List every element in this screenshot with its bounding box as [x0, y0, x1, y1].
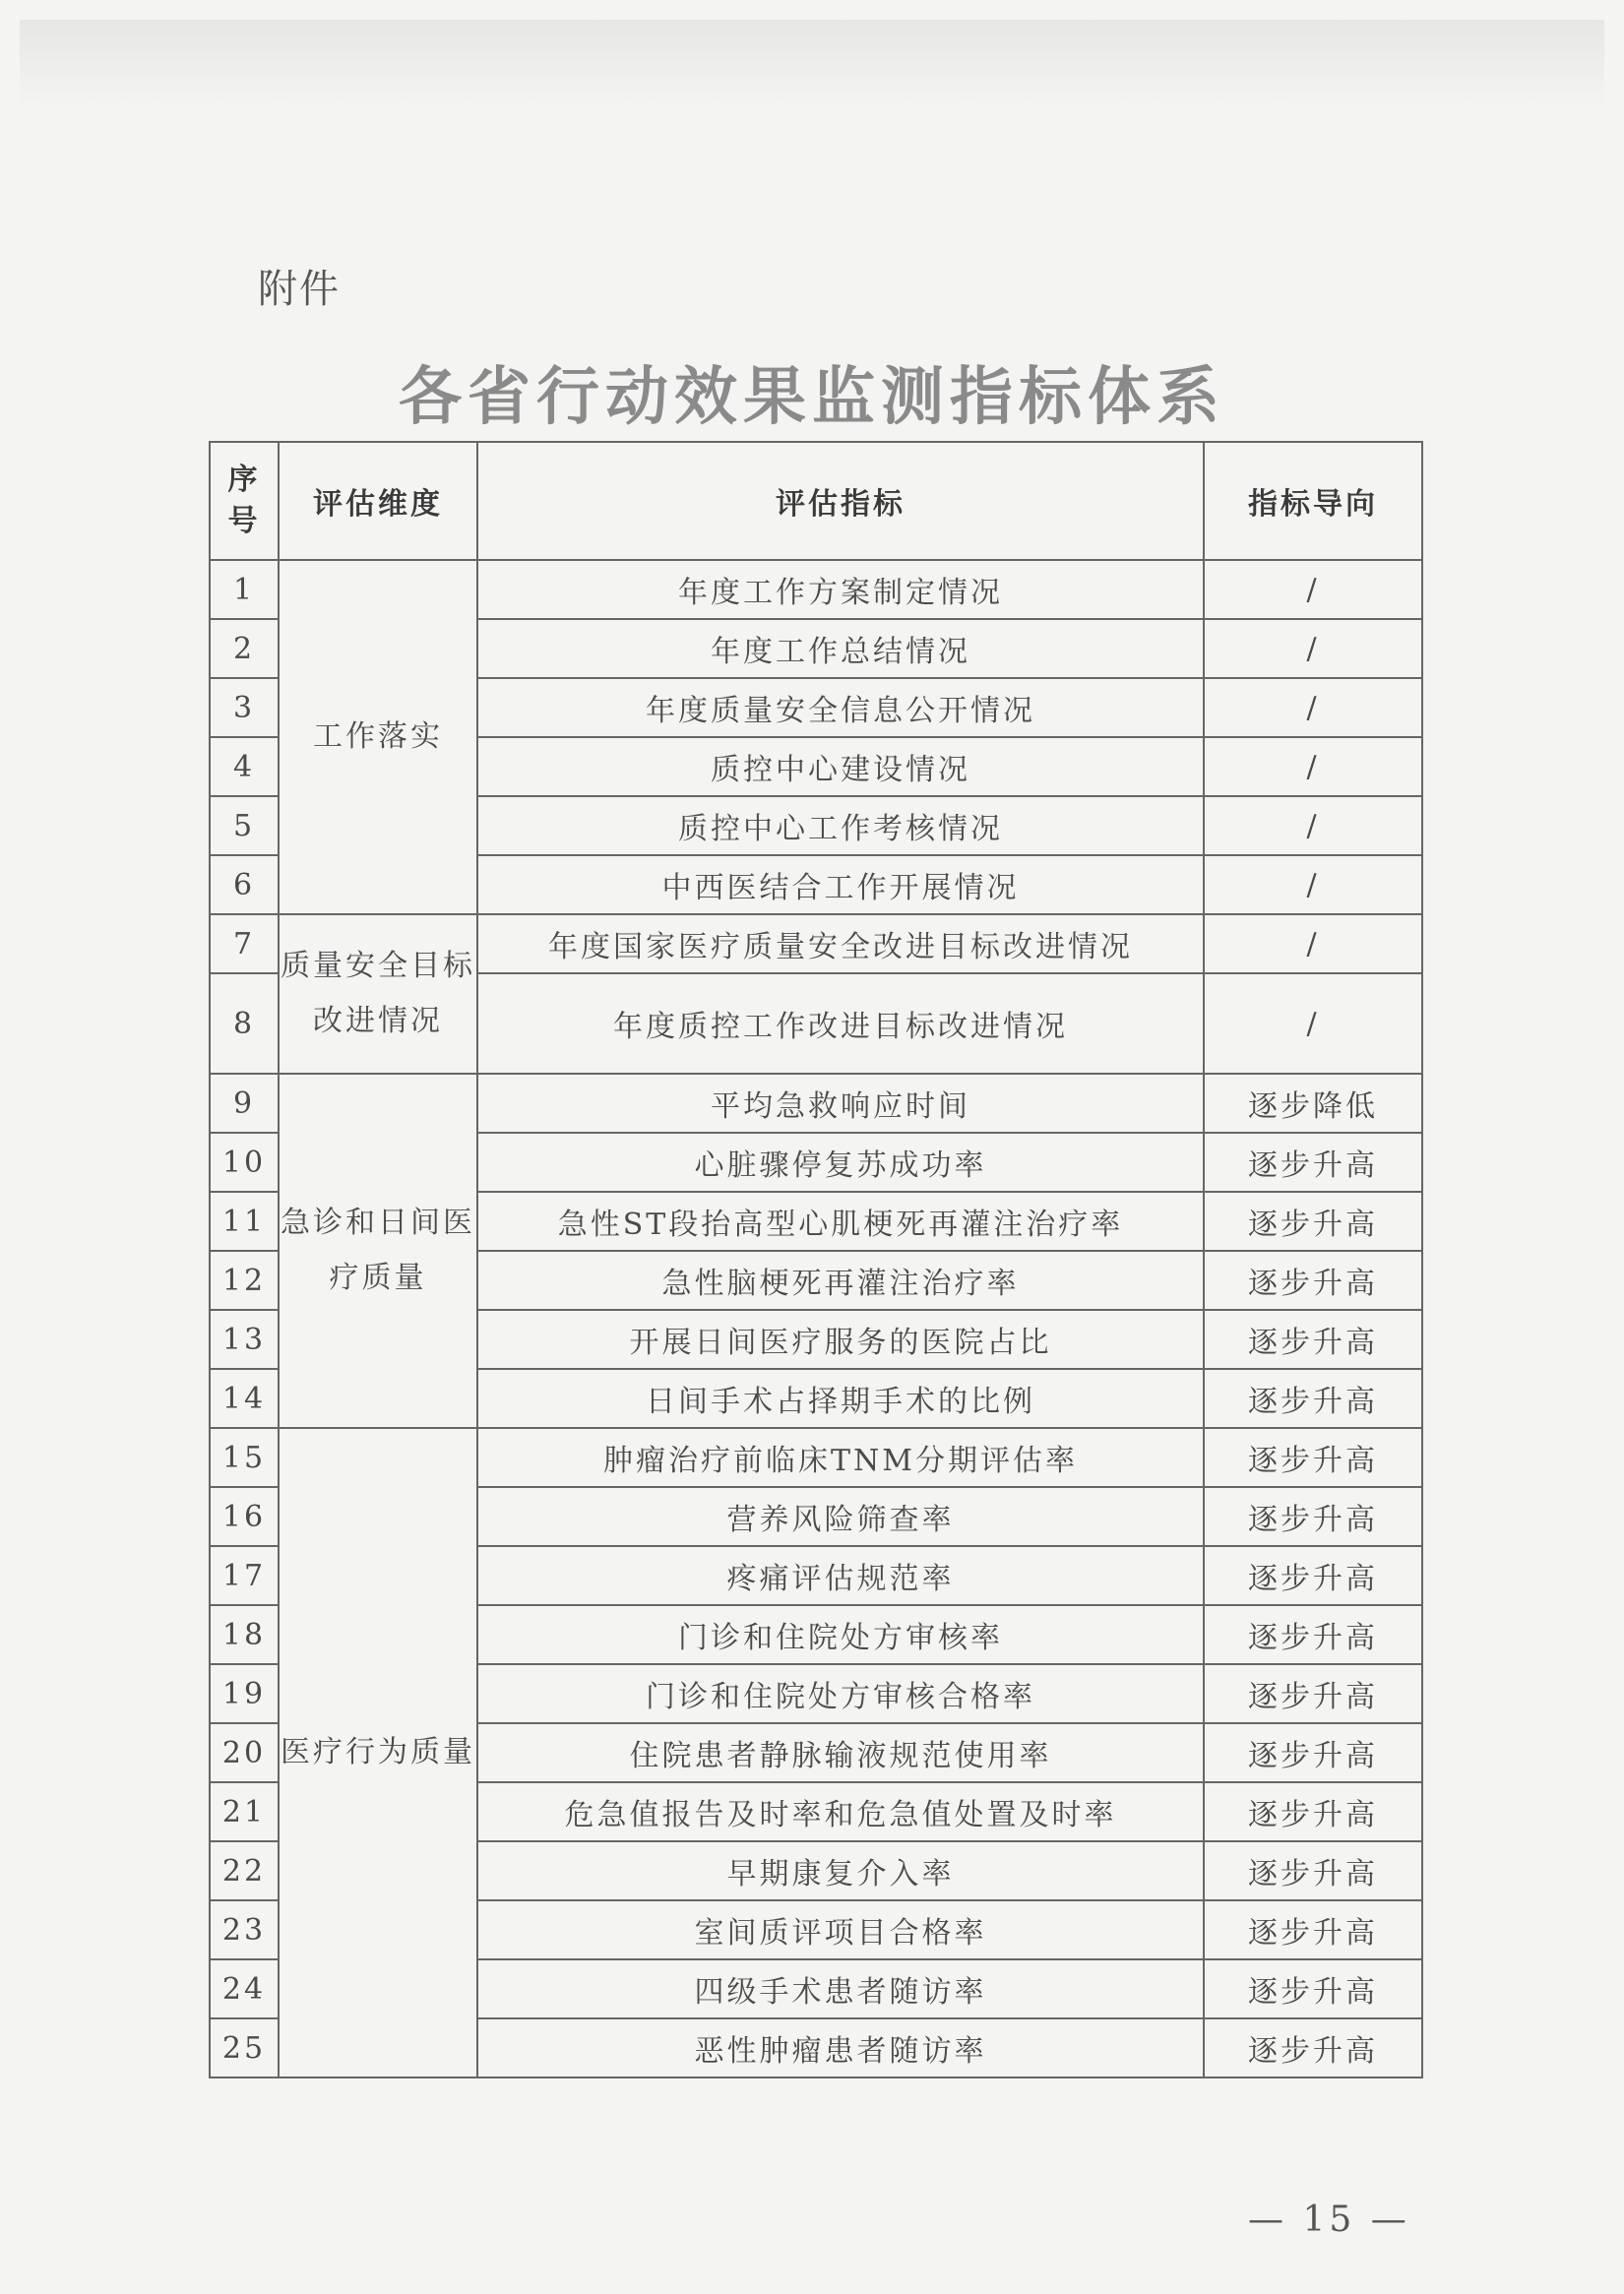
indicator-cell: 质控中心建设情况	[477, 737, 1204, 796]
direction-cell: 逐步升高	[1204, 1900, 1422, 1959]
direction-cell: 逐步升高	[1204, 1369, 1422, 1428]
header-no	[210, 442, 279, 560]
table-row	[210, 1428, 1422, 1487]
row-number: 10	[210, 1133, 279, 1192]
direction-cell: /	[1204, 914, 1422, 973]
direction-cell: 逐步升高	[1204, 1605, 1422, 1664]
indicator-table	[209, 441, 1423, 2078]
indicator-cell: 营养风险筛查率	[477, 1487, 1204, 1546]
row-number: 5	[210, 796, 279, 855]
row-number: 16	[210, 1487, 279, 1546]
row-number: 12	[210, 1251, 279, 1310]
indicator-cell: 年度工作总结情况	[477, 619, 1204, 678]
table-row	[210, 560, 1422, 619]
direction-cell: 逐步升高	[1204, 1782, 1422, 1841]
indicator-cell: 日间手术占择期手术的比例	[477, 1369, 1204, 1428]
indicator-cell: 急性ST段抬高型心肌梗死再灌注治疗率	[477, 1192, 1204, 1251]
indicator-cell: 室间质评项目合格率	[477, 1900, 1204, 1959]
row-number: 15	[210, 1428, 279, 1487]
direction-cell: 逐步升高	[1204, 1133, 1422, 1192]
direction-cell: 逐步升高	[1204, 1487, 1422, 1546]
table-row	[210, 914, 1422, 973]
row-number: 17	[210, 1546, 279, 1605]
row-number: 24	[210, 1959, 279, 2018]
indicator-cell: 早期康复介入率	[477, 1841, 1204, 1900]
indicator-cell: 年度质量安全信息公开情况	[477, 678, 1204, 737]
dimension-cell: 医疗行为质量	[279, 1428, 477, 2077]
indicator-cell: 恶性肿瘤患者随访率	[477, 2018, 1204, 2077]
indicator-cell: 心脏骤停复苏成功率	[477, 1133, 1204, 1192]
direction-cell: /	[1204, 737, 1422, 796]
indicator-cell: 危急值报告及时率和危急值处置及时率	[477, 1782, 1204, 1841]
indicator-cell: 住院患者静脉输液规范使用率	[477, 1723, 1204, 1782]
row-number: 18	[210, 1605, 279, 1664]
header-indicator: 评估指标	[477, 442, 1204, 560]
direction-cell: 逐步升高	[1204, 1723, 1422, 1782]
indicator-cell: 肿瘤治疗前临床TNM分期评估率	[477, 1428, 1204, 1487]
document-title: 各省行动效果监测指标体系	[399, 361, 1225, 434]
direction-cell: 逐步升高	[1204, 1664, 1422, 1723]
direction-cell: 逐步升高	[1204, 1251, 1422, 1310]
indicator-cell: 质控中心工作考核情况	[477, 796, 1204, 855]
row-number: 14	[210, 1369, 279, 1428]
direction-cell: 逐步升高	[1204, 1192, 1422, 1251]
direction-cell: 逐步升高	[1204, 1546, 1422, 1605]
row-number: 22	[210, 1841, 279, 1900]
dimension-cell: 工作落实	[279, 560, 477, 914]
table-header-row	[210, 442, 1422, 560]
indicator-cell: 年度质控工作改进目标改进情况	[477, 973, 1204, 1074]
row-number: 9	[210, 1074, 279, 1133]
row-number: 25	[210, 2018, 279, 2077]
row-number: 20	[210, 1723, 279, 1782]
direction-cell: /	[1204, 678, 1422, 737]
header-no-line-1: 序	[227, 463, 261, 497]
row-number: 23	[210, 1900, 279, 1959]
indicator-cell: 中西医结合工作开展情况	[477, 855, 1204, 914]
direction-cell: 逐步升高	[1204, 1310, 1422, 1369]
row-number: 8	[210, 973, 279, 1074]
direction-cell: 逐步升高	[1204, 1841, 1422, 1900]
direction-cell: 逐步升高	[1204, 1428, 1422, 1487]
header-direction: 指标导向	[1204, 442, 1422, 560]
indicator-cell: 疼痛评估规范率	[477, 1546, 1204, 1605]
direction-cell: /	[1204, 855, 1422, 914]
indicator-cell: 开展日间医疗服务的医院占比	[477, 1310, 1204, 1369]
direction-cell: 逐步升高	[1204, 1959, 1422, 2018]
indicator-cell: 门诊和住院处方审核率	[477, 1605, 1204, 1664]
direction-cell: /	[1204, 619, 1422, 678]
row-number: 19	[210, 1664, 279, 1723]
indicator-cell: 门诊和住院处方审核合格率	[477, 1664, 1204, 1723]
indicator-cell: 年度工作方案制定情况	[477, 560, 1204, 619]
row-number: 1	[210, 560, 279, 619]
direction-cell: 逐步降低	[1204, 1074, 1422, 1133]
row-number: 4	[210, 737, 279, 796]
table-row	[210, 1074, 1422, 1133]
header-no-line-2: 号	[227, 504, 261, 538]
indicator-cell: 四级手术患者随访率	[477, 1959, 1204, 2018]
row-number: 3	[210, 678, 279, 737]
row-number: 21	[210, 1782, 279, 1841]
direction-cell: /	[1204, 560, 1422, 619]
indicator-cell: 年度国家医疗质量安全改进目标改进情况	[477, 914, 1204, 973]
indicator-cell: 急性脑梗死再灌注治疗率	[477, 1251, 1204, 1310]
row-number: 13	[210, 1310, 279, 1369]
header-dimension: 评估维度	[279, 442, 477, 560]
row-number: 6	[210, 855, 279, 914]
direction-cell: /	[1204, 973, 1422, 1074]
attachment-label: 附件	[258, 267, 341, 312]
page-number: — 15 —	[1248, 2200, 1410, 2240]
row-number: 2	[210, 619, 279, 678]
row-number: 7	[210, 914, 279, 973]
dimension-cell: 急诊和日间医疗质量	[279, 1074, 477, 1428]
direction-cell: /	[1204, 796, 1422, 855]
row-number: 11	[210, 1192, 279, 1251]
direction-cell: 逐步升高	[1204, 2018, 1422, 2077]
indicator-cell: 平均急救响应时间	[477, 1074, 1204, 1133]
scan-smudge	[20, 20, 1604, 108]
dimension-cell: 质量安全目标改进情况	[279, 914, 477, 1074]
